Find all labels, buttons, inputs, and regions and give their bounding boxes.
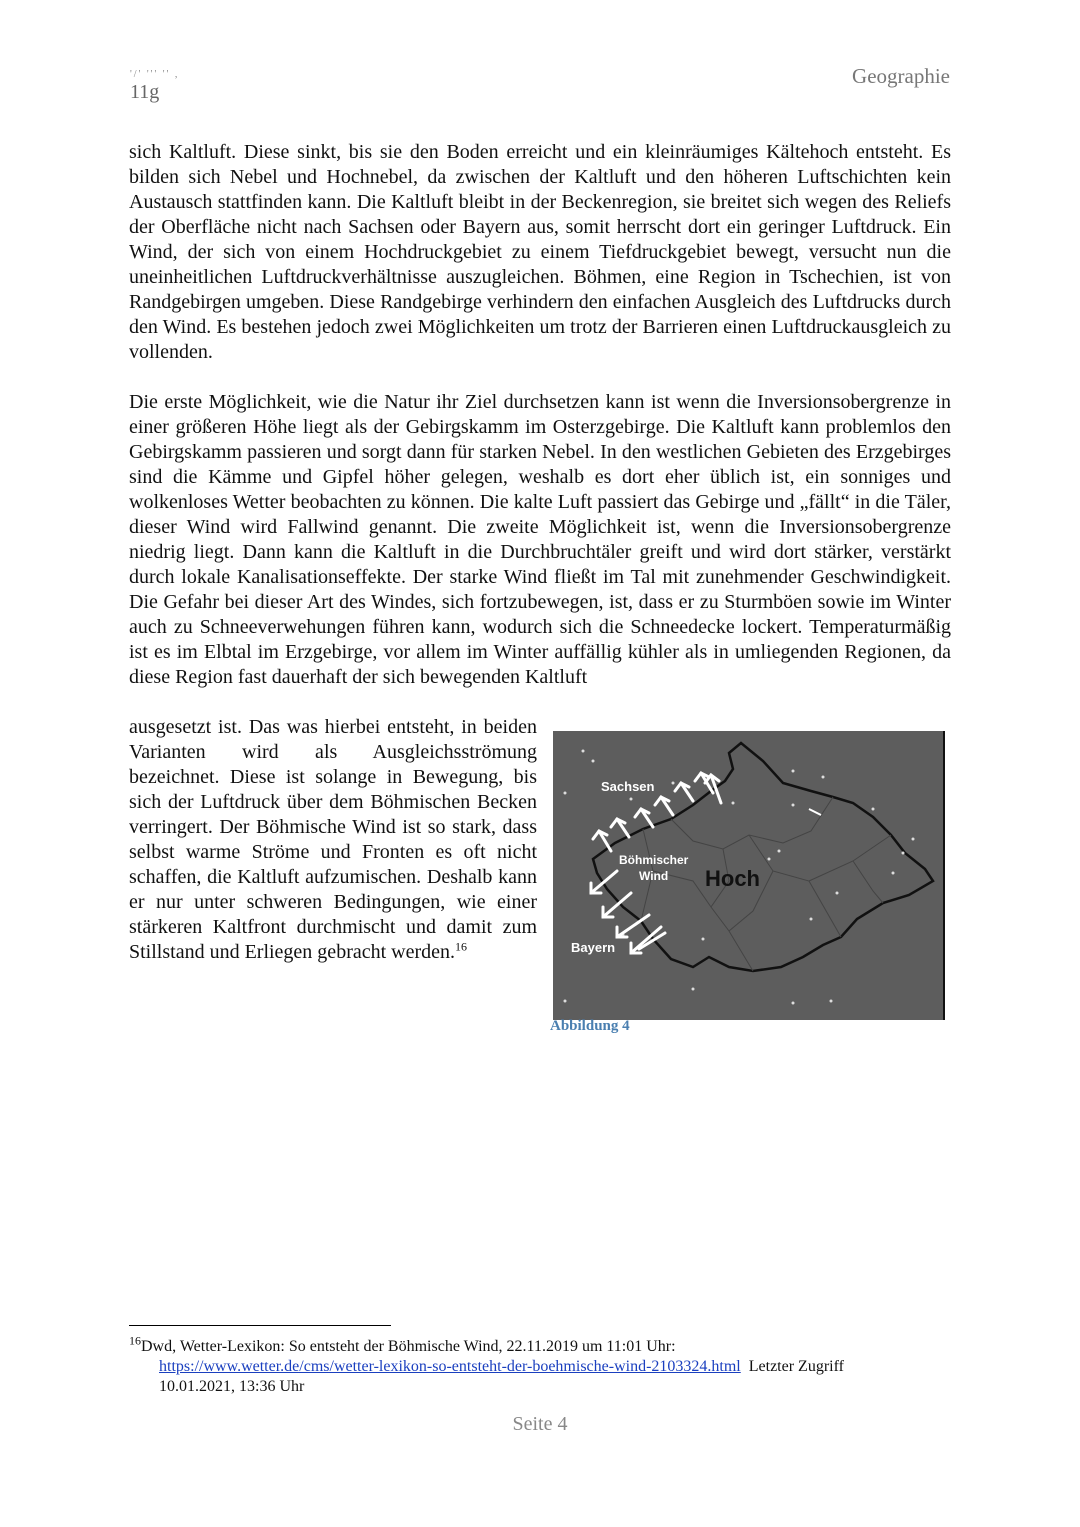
- label-hoch: Hoch: [705, 866, 760, 891]
- paragraph-3-text: ausgesetzt ist. Das was hierbei entsteht, in beiden Varianten wird als Ausgleichsströmung bezeichnet. Diese ist solange in Bewegung, bis sich der Luftdruck über dem Böhmischen Becken verringert. Der Böhmische Wind ist so stark, dass selbst warme Ströme und Fronten es oft nicht schaffen, die Kaltluft aufzumischen. Deshalb kann er nur unter schweren Bedingungen, wie einer stärkeren Kaltfront durchmischt und damit zum Stillstand und Erliegen gebracht werden.: [129, 716, 537, 963]
- source-link[interactable]: https://www.wetter.de/cms/wetter-lexikon-so-entsteht-der-boehmische-wind-2103324.html: [159, 1358, 741, 1375]
- footnote: [129, 1333, 959, 1397]
- header-faint-text: '/' ''' '' ,: [130, 69, 180, 80]
- footnote-separator: [129, 1325, 391, 1326]
- map-svg: [553, 731, 945, 1020]
- footnote-reference[interactable]: 16: [455, 939, 468, 954]
- paragraph-3: [129, 715, 537, 965]
- arrow-icon: [631, 927, 661, 953]
- footnote-number: 16: [129, 1333, 141, 1348]
- label-bohmischer: Böhmischer: [619, 853, 689, 867]
- paragraph-1: sich Kaltluft. Diese sinkt, bis sie den Boden erreicht und ein kleinräumiges Kältehoch entsteht. Es bilden sich Nebel und Hochnebel, da zwischen der Kaltluft und den höheren Luftschichten kein Austausch stattfinden kann. Die Kaltluft bleibt in der Beckenregion, sie breitet sich wegen des Reliefs der Oberfläche nicht nach Sachsen oder Bayern aus, somit herrscht dort ein geringer Luftdruck. Ein Wind, der sich von einem Hochdruckgebiet zu einem Tiefdruckgebiet bewegt, versucht nun die uneinheitlichen Luftdruckverhältnisse auszugleichen. Böhmen, eine Region in Tschechien, ist von Randgebirgen umgeben. Diese Randgebirge verhindern den einfachen Ausgleich des Luftdrucks durch den Wind. Es bestehen jedoch zwei Möglichkeiten um trotz der Barrieren einen Luftdruckausgleich zu vollenden.: [129, 141, 951, 363]
- arrow-icon: [603, 893, 631, 917]
- paragraph-2: Die erste Möglichkeit, wie die Natur ihr Ziel durchsetzen kann ist wenn die Inversionsobergrenze in einer größeren Höhe liegt als der Gebirgskamm im Osterzgebirge. Die Kaltluft kann problemlos den Gebirgskamm passieren und sorgt dann für starken Nebel. In den westlichen Gebieten des Erzgebirges sind die Kämme und Gipfel höher gelegen, weshalb es dort eher üblich ist, ein sonniges und wolkenloses Wetter beobachten zu können. Die kalte Luft passiert das Gebirge und „fällt“ in die Täler, dieser Wind wird Fallwind genannt. Die zweite Möglichkeit ist, wenn die Inversionsobergrenze niedrig liegt. Dann kann die Kaltluft in die Durchbruchtäler greift und wird dort stärker, verstärkt durch lokale Kanalisationseffekte. Der starke Wind fließt im Tal mit zunehmender Geschwindigkeit. Die Gefahr bei dieser Art des Windes, sich fortzubewegen, ist, dass er zu Sturmböen sowie im Winter auch zu Schneeverwehungen führen kann, wodurch sich die Schneedecke lockert. Temperaturmäßig ist es im Elbtal im Erzgebirge, vor allem im Winter auffällig kühler als in umliegenden Regionen, da diese Region fast dauerhaft der sich bewegenden Kaltluft: [129, 391, 951, 688]
- class-label: 11g: [130, 81, 160, 103]
- small-mark: [809, 809, 821, 815]
- footnote-access: Letzter Zugriff: [748, 1358, 844, 1375]
- figure-caption: Abbildung 4: [550, 1018, 630, 1034]
- footnote-text: Dwd, Wetter-Lexikon: So entsteht der Böhmische Wind, 22.11.2019 um 11:01 Uhr:: [141, 1338, 676, 1355]
- map-figure: [553, 731, 945, 1020]
- header-class: [130, 70, 179, 104]
- header-subject: Geographie: [852, 64, 950, 88]
- footnote-date: 10.01.2021, 13:36 Uhr: [159, 1378, 305, 1395]
- label-bayern: Bayern: [571, 940, 616, 955]
- region-lines: [641, 797, 891, 971]
- label-sachsen: Sachsen: [601, 779, 655, 794]
- arrow-icon: [591, 871, 617, 893]
- page-number: Seite 4: [512, 1413, 568, 1435]
- label-wind: Wind: [639, 869, 669, 883]
- footnote-link-line: [129, 1357, 959, 1377]
